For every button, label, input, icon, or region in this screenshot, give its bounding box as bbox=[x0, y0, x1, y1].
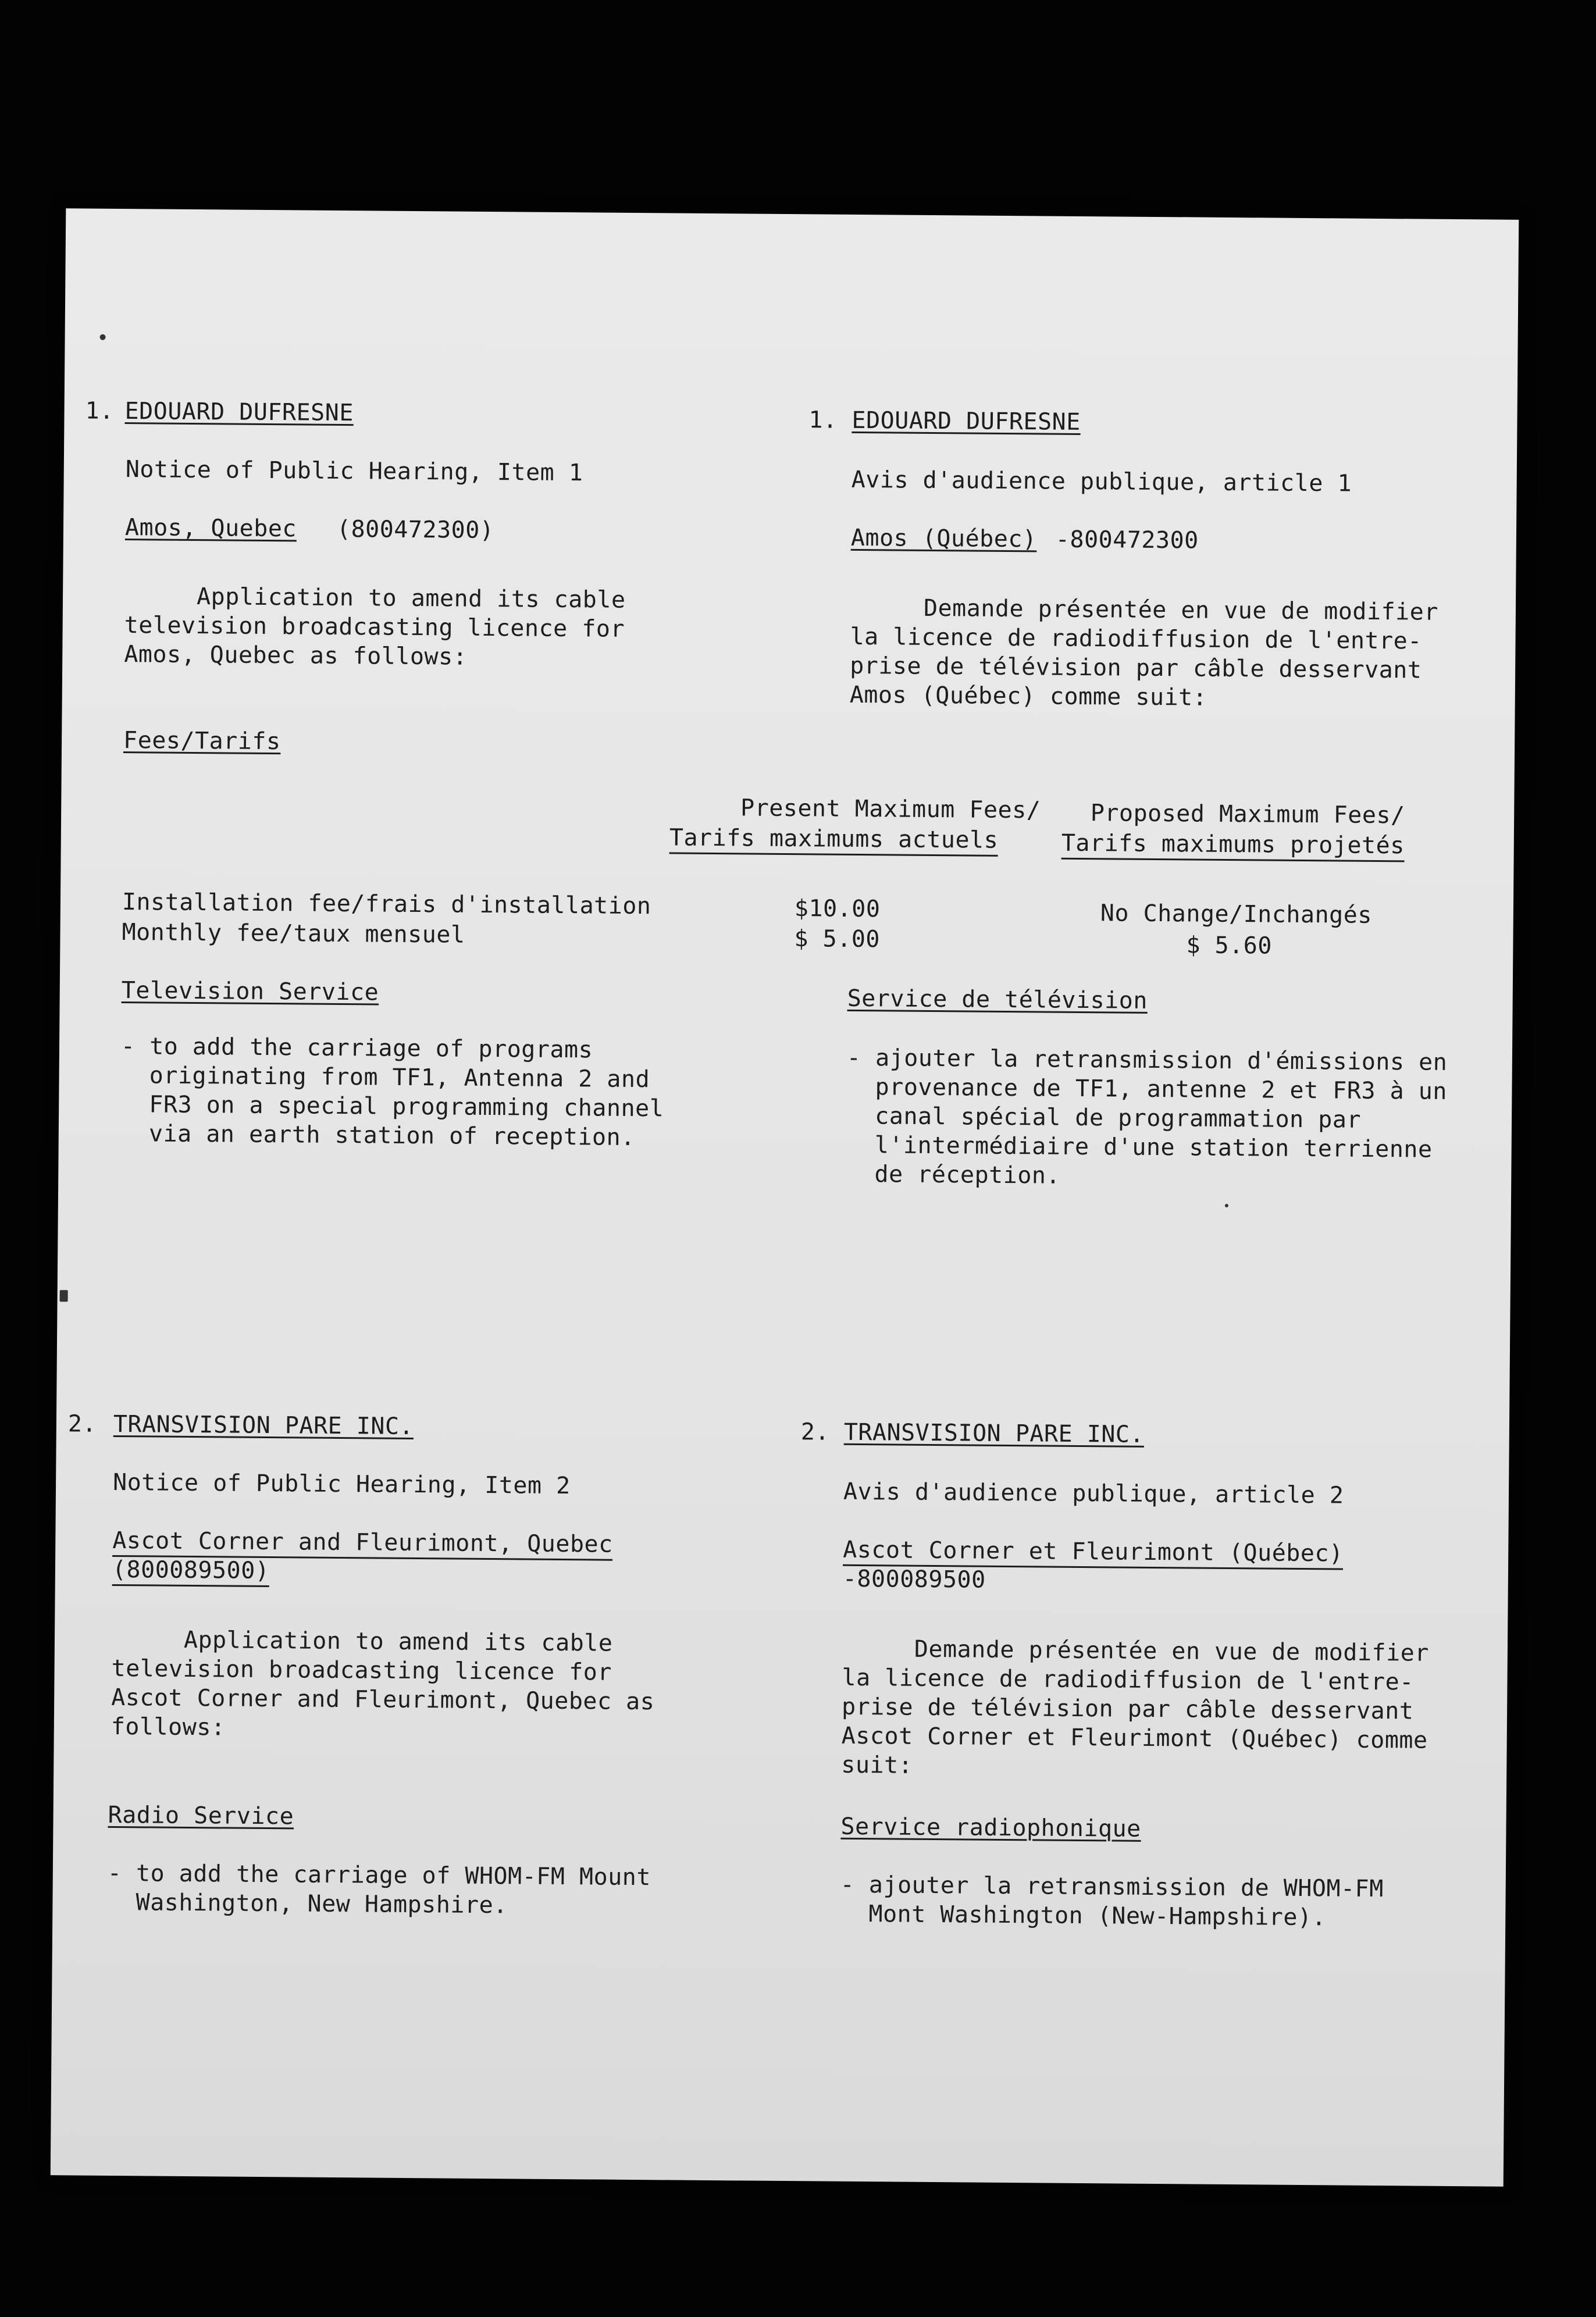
fees-row-installation-present: $10.00 bbox=[794, 895, 881, 923]
item1-service-line1: - to add the carriage of programs bbox=[120, 1033, 593, 1064]
fees-col-proposed-line1: Proposed Maximum Fees/ bbox=[1090, 800, 1405, 829]
item2-fr-application-line3: prise de télévision par câble desservant bbox=[841, 1693, 1414, 1725]
item1-service-heading: Television Service bbox=[121, 977, 379, 1006]
fees-row-monthly-proposed: $ 5.60 bbox=[1186, 932, 1273, 960]
fees-row-installation-proposed: No Change/Inchangés bbox=[1100, 900, 1373, 929]
item1-service-line3: FR3 on a special programming channel bbox=[120, 1091, 664, 1122]
item2-application-line1: Application to amend its cable bbox=[183, 1626, 613, 1657]
item1-fr-place: Amos (Québec) bbox=[850, 524, 1037, 553]
scan-speck bbox=[1225, 1204, 1228, 1207]
item2-fr-place-line2: -800089500 bbox=[842, 1565, 986, 1594]
item2-place-line1: Ascot Corner and Fleurimont, Quebec bbox=[112, 1525, 613, 1560]
item1-fr-application-line2: la licence de radiodiffusion de l'entre- bbox=[850, 623, 1423, 655]
item1-fr-service-line2: provenance de TF1, antenne 2 et FR3 à un bbox=[846, 1073, 1448, 1105]
item1-file-number: (800472300) bbox=[336, 515, 494, 544]
fees-heading: Fees/Tarifs bbox=[123, 727, 281, 755]
item1-fr-number: 1. bbox=[808, 407, 838, 434]
item2-place-line2: (800089500) bbox=[112, 1555, 270, 1586]
item1-fr-service-line5: de réception. bbox=[846, 1160, 1061, 1189]
item2-notice: Notice of Public Hearing, Item 2 bbox=[112, 1468, 571, 1500]
item2-service-heading: Radio Service bbox=[108, 1801, 294, 1830]
item2-fr-application-line2: la licence de radiodiffusion de l'entre- bbox=[842, 1664, 1414, 1696]
item1-application-line2: television broadcasting licence for bbox=[124, 612, 625, 643]
fees-col-present-line2: Tarifs maximums actuels bbox=[669, 822, 999, 855]
item2-fr-service-heading: Service radiophonique bbox=[840, 1813, 1141, 1842]
item1-fr-notice: Avis d'audience publique, article 1 bbox=[851, 466, 1352, 497]
item1-fr-application-line1: Demande présentée en vue de modifier bbox=[923, 594, 1439, 626]
item1-service-line2: originating from TF1, Antenna 2 and bbox=[120, 1062, 650, 1093]
item2-fr-application-line4: Ascot Corner et Fleurimont (Québec) comme bbox=[841, 1722, 1428, 1754]
item2-fr-place-line1: Ascot Corner et Fleurimont (Québec) bbox=[843, 1535, 1344, 1569]
item1-fr-application-line3: prise de télévision par câble desservant bbox=[850, 652, 1422, 684]
item2-fr-application-line1: Demande présentée en vue de modifier bbox=[914, 1635, 1430, 1667]
item2-number: 2. bbox=[67, 1410, 97, 1438]
item1-place: Amos, Quebec bbox=[124, 514, 297, 543]
item1-name: EDOUARD DUFRESNE bbox=[124, 398, 354, 427]
fees-col-proposed-line2: Tarifs maximums projetés bbox=[1061, 828, 1405, 861]
item2-service-line2: Washington, New Hampshire. bbox=[107, 1888, 508, 1919]
item2-fr-service-line1: - ajouter la retransmission de WHOM-FM bbox=[840, 1871, 1384, 1903]
item1-number: 1. bbox=[85, 397, 114, 425]
item2-fr-number: 2. bbox=[800, 1418, 830, 1446]
item2-fr-name: TRANSVISION PARE INC. bbox=[843, 1418, 1145, 1448]
fees-col-present-line1: Present Maximum Fees/ bbox=[740, 794, 1041, 824]
scan-speck bbox=[100, 334, 106, 340]
fees-row-monthly-label: Monthly fee/taux mensuel bbox=[122, 919, 465, 949]
document-page bbox=[51, 208, 1519, 2187]
item1-fr-service-line1: - ajouter la retransmission d'émissions en bbox=[846, 1044, 1448, 1076]
fees-row-installation-label: Installation fee/frais d'installation bbox=[122, 889, 651, 920]
item2-service-line1: - to add the carriage of WHOM-FM Mount bbox=[107, 1859, 651, 1891]
fees-row-monthly-present: $ 5.00 bbox=[794, 925, 881, 953]
item1-application-line1: Application to amend its cable bbox=[196, 583, 626, 614]
item2-fr-notice: Avis d'audience publique, article 2 bbox=[843, 1478, 1344, 1509]
item1-fr-service-heading: Service de télévision bbox=[847, 985, 1148, 1014]
item2-application-line3: Ascot Corner and Fleurimont, Quebec as bbox=[111, 1684, 655, 1716]
item1-application-line3: Amos, Quebec as follows: bbox=[124, 641, 468, 671]
item1-fr-name: EDOUARD DUFRESNE bbox=[852, 407, 1081, 436]
item1-service-line4: via an earth station of reception. bbox=[120, 1120, 635, 1151]
item2-application-line2: television broadcasting licence for bbox=[111, 1655, 612, 1686]
item1-notice: Notice of Public Hearing, Item 1 bbox=[125, 456, 583, 487]
scan-speck bbox=[60, 1290, 68, 1302]
item1-fr-service-line3: canal spécial de programmation par bbox=[846, 1102, 1362, 1133]
item1-fr-application-line4: Amos (Québec) comme suit: bbox=[849, 681, 1207, 711]
item1-fr-file-number: -800472300 bbox=[1055, 526, 1199, 554]
item2-name: TRANSVISION PARE INC. bbox=[113, 1410, 414, 1441]
item1-fr-service-line4: l'intermédiaire d'une station terrienne bbox=[846, 1131, 1433, 1163]
item2-fr-service-line2: Mont Washington (New-Hampshire). bbox=[840, 1900, 1327, 1931]
item2-fr-application-line5: suit: bbox=[841, 1751, 913, 1779]
item2-application-line4: follows: bbox=[111, 1713, 226, 1741]
